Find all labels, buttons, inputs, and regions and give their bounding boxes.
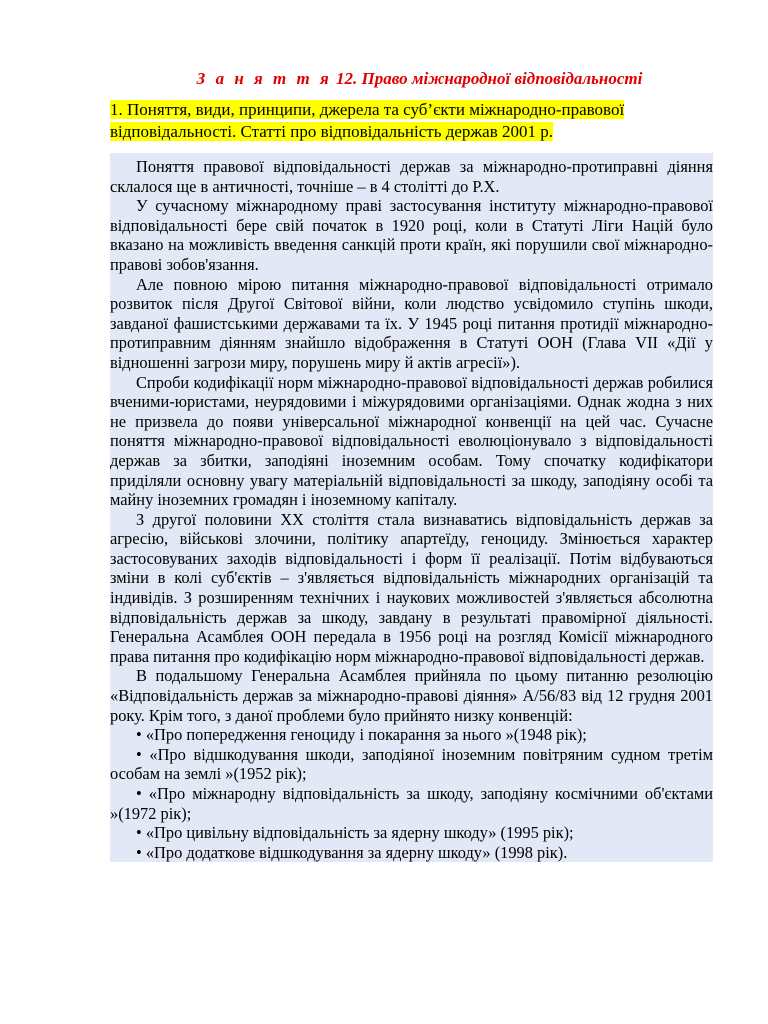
lesson-title-label: З а н я т т я xyxy=(196,69,332,88)
paragraph: Але повною мірою питання міжнародно-правової відповідальності отримало розвиток після Другої Світової війни, коли людство усвідомило ступінь шкоди, завданої фашистськими державами та їх. У 1945 році питання протидії міжнародно-протиправним діянням знайшло відображення в Статуті ООН (Глава VII «Дії у відношенні загрози миру, порушень миру й актів агресії»). xyxy=(110,274,713,372)
paragraph: Поняття правової відповідальності держав за міжнародно-протиправні діяння склалося ще в античності, точніше – в 4 столітті до Р.Х. xyxy=(110,157,713,196)
paragraph: Спроби кодифікації норм міжнародно-правової відповідальності держав робилися вченими-юристами, неурядовими і міжурядовими організаціями. Однак жодна з них не призвела до появи універсальної міжнародної конвенції на цей час. Сучасне поняття міжнародно-правової відповідальності еволюціонувало з відповідальності держав за збитки, заподіяні іноземним особам. Тому спочатку кодифікатори приділяли основну увагу матеріальній відповідальності за шкоду, заподіяну особі та майну іноземних громадян і іноземному капіталу. xyxy=(110,372,713,510)
convention-list-item: • «Про цивільну відповідальність за ядерну шкоду» (1995 рік); xyxy=(136,823,574,843)
lesson-title-text: 12. Право міжнародної відповідальності xyxy=(331,69,643,88)
convention-list-item: • «Про додаткове відшкодування за ядерну шкоду» (1998 рік). xyxy=(136,842,568,862)
convention-list-item: • «Про міжнародну відповідальність за шкоду, заподіяну космічними об'єктами »(1972 рік); xyxy=(110,784,713,823)
body-text-block xyxy=(110,153,713,862)
convention-list-item: • «Про відшкодування шкоди, заподіяної іноземним повітряним судном третім особам на землі »(1952 рік); xyxy=(110,744,713,784)
lesson-title xyxy=(110,68,713,90)
topic-heading xyxy=(110,99,713,143)
topic-heading-text: 1. Поняття, види, принципи, джерела та суб’єкти міжнародно-правової відповідальності. Статті про відповідальність держав 2001 р. xyxy=(110,100,625,141)
convention-list-item: • «Про попередження геноциду і покарання за нього »(1948 рік); xyxy=(136,725,587,745)
paragraph: У сучасному міжнародному праві застосування інституту міжнародно-правової відповідальності бере свій початок в 1920 році, коли в Статуті Ліги Націй було вказано на можливість введення санкцій проти країн, які порушили свої міжнародно-правові зобов'язання. xyxy=(110,196,713,274)
paragraph: З другої половини XX століття стала визнаватись відповідальність держав за агресію, військові злочини, політику апартеїду, геноциду. Змінюється характер застосовуваних заходів відповідальності і форм її реалізації. Потім відбуваються зміни в колі суб'єктів – з'являється відповідальність міжнародних організацій та індивідів. З розширенням технічних і наукових можливостей з'являється абсолютна відповідальність держав за шкоду, завдану в результаті правомірної діяльності. Генеральна Асамблея ООН передала в 1956 році на розгляд Комісії міжнародного права питання про кодифікацію норм міжнародно-правової відповідальності держав. xyxy=(110,509,713,666)
document-page xyxy=(110,0,713,862)
paragraph: В подальшому Генеральна Асамблея прийняла по цьому питанню резолюцію «Відповідальність держав за міжнародно-правові діяння» А/56/83 від 12 грудня 2001 року. Крім того, з даної проблеми було прийнято низку конвенцій: xyxy=(110,666,713,725)
